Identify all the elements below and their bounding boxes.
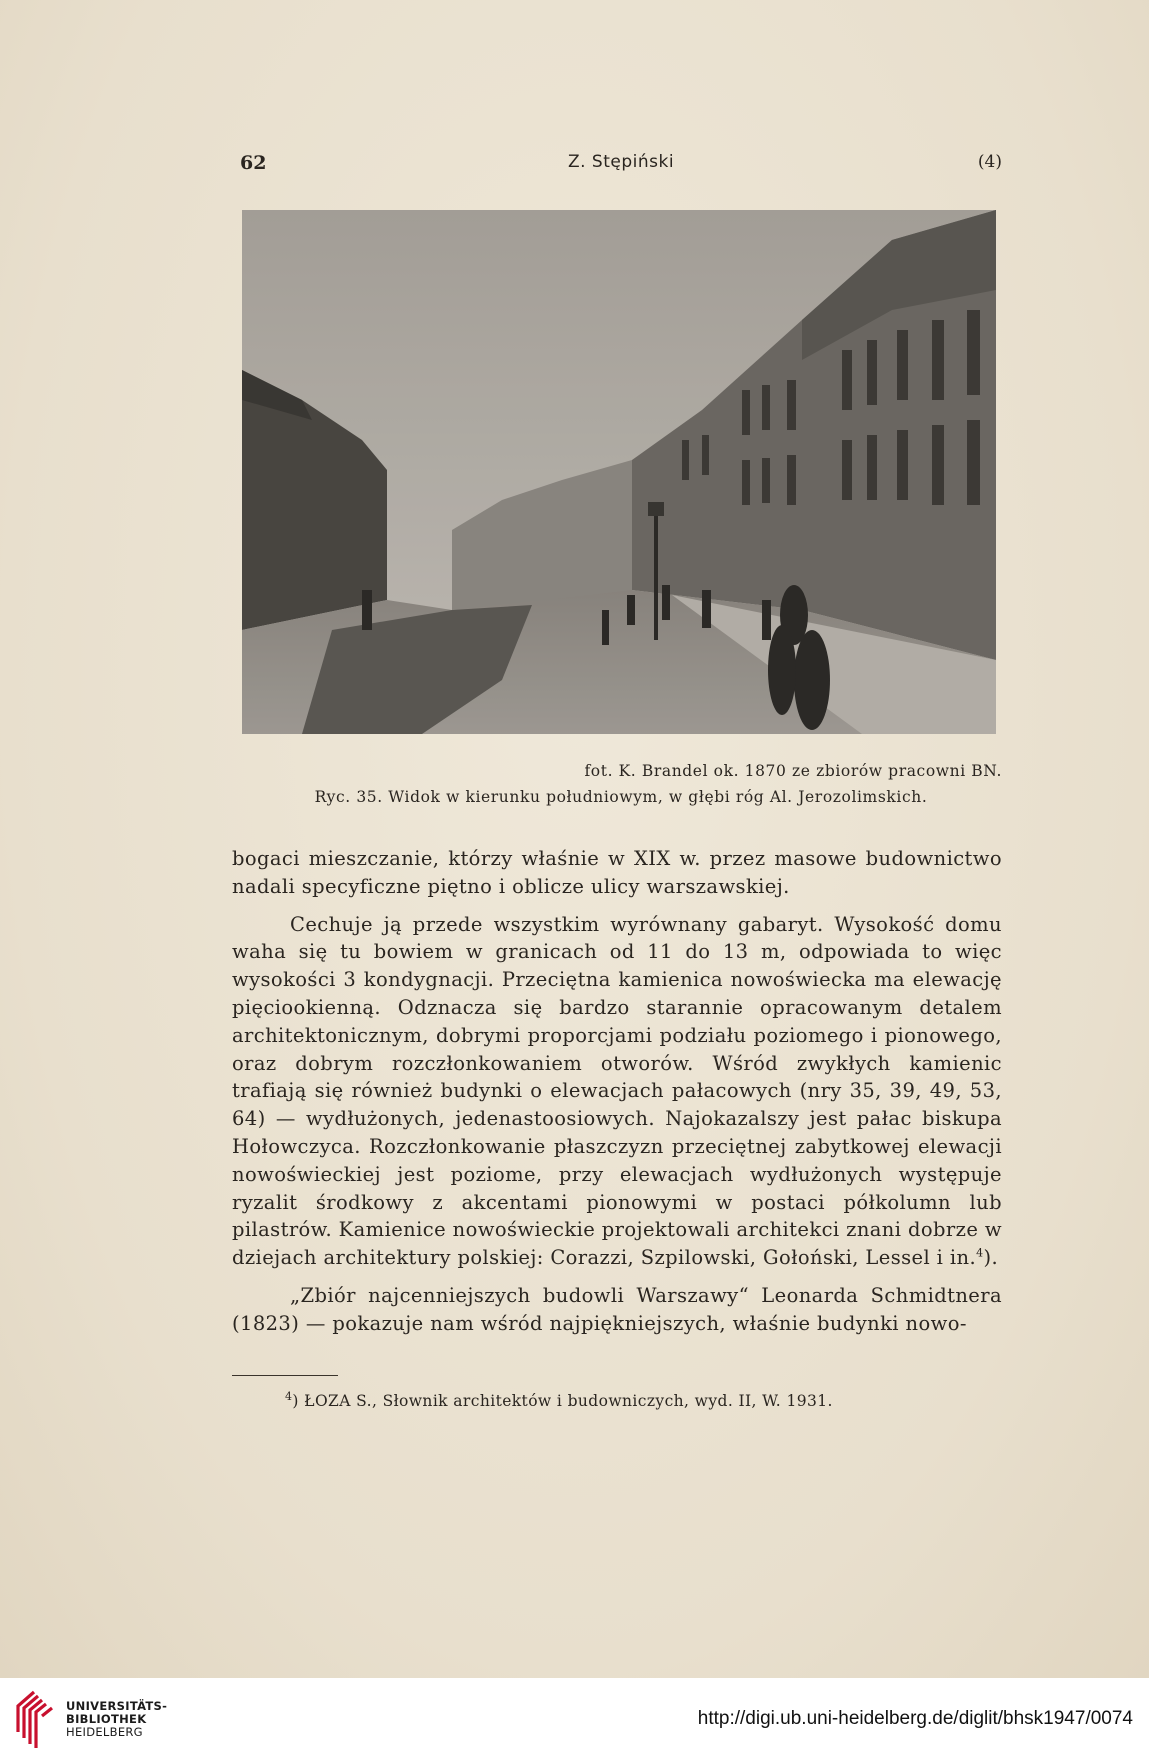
footnote	[285, 1389, 985, 1410]
footnote-rule	[232, 1375, 338, 1376]
section-number: (4)	[977, 152, 1002, 172]
ub-heidelberg-logo-icon[interactable]	[12, 1688, 58, 1750]
running-head-author: Z. Stępiński	[567, 152, 675, 172]
photo-credit: fot. K. Brandel ok. 1870 ze zbiorów pracowni BN.	[584, 762, 1002, 780]
paragraph	[232, 911, 1002, 1272]
library-name-line: BIBLIOTHEK	[66, 1712, 147, 1726]
street-photograph	[242, 210, 996, 734]
footnote-text: ) ŁOZA S., Słownik architektów i budowniczych, wyd. II, W. 1931.	[292, 1392, 833, 1410]
permalink-url[interactable]: http://digi.ub.uni-heidelberg.de/diglit/bhsk1947/0074	[697, 1708, 1133, 1729]
paragraph: „Zbiór najcenniejszych budowli Warszawy“ Leonarda Schmidtnera (1823) — pokazuje nam wśród najpiękniejszych, właśnie budynki nowo-	[232, 1283, 1002, 1335]
page-number: 62	[240, 152, 267, 174]
body-text	[232, 845, 1002, 1338]
paragraph: bogaci mieszczanie, którzy właśnie w XIX w. przez masowe budownictwo nadali specyficzne piętno i oblicze ulicy warszawskiej.	[232, 847, 1002, 898]
paragraph-text-end: ).	[983, 1246, 999, 1270]
footnote-mark: 4	[285, 1389, 293, 1403]
paragraph-text: Cechuje ją przede wszystkim wyrównany gabaryt. Wysokość domu waha się tu bowiem w granicach od 11 do 13 m, odpowiada to więc wysokości 3 kondygnacji. Przeciętna kamienica nowoświecka ma elewację pięciookienną. Odznacza się bardzo starannie opracowanym detalem architektonicznym, dobrymi proporcjami podziału poziomego i pionowego, oraz dobrym rozczłonkowaniem otworów. Wśród zwykłych kamienic trafiają się również budynki o elewacjach pałacowych (nry 35, 39, 49, 53, 64) — wydłużonych, jedenastoosiowych. Najokazalszy jest pałac biskupa Hołowczyca. Rozczłonkowanie płaszczyzn przeciętnej zabytkowej elewacji nowoświeckiej jest poziome, przy elewacjach wydłużonych występuje ryzalit środkowy z akcentami pionowymi w postaci półkolumn lub pilastrów. Kamienice nowoświeckie projektowali architekci znani dobrze w dziejach architektury polskiej: Corazzi, Szpilowski, Gołoński, Lessel i in.	[232, 912, 1002, 1270]
viewer-footer	[0, 1678, 1149, 1760]
figure-caption: Ryc. 35. Widok w kierunku południowym, w głębi róg Al. Jerozolimskich.	[314, 788, 928, 806]
library-name-line: UNIVERSITÄTS-	[66, 1699, 168, 1713]
library-name-line: HEIDELBERG	[66, 1725, 143, 1739]
footnote-reference[interactable]: 4	[976, 1246, 984, 1260]
library-name	[66, 1700, 167, 1739]
running-head	[240, 152, 1002, 178]
